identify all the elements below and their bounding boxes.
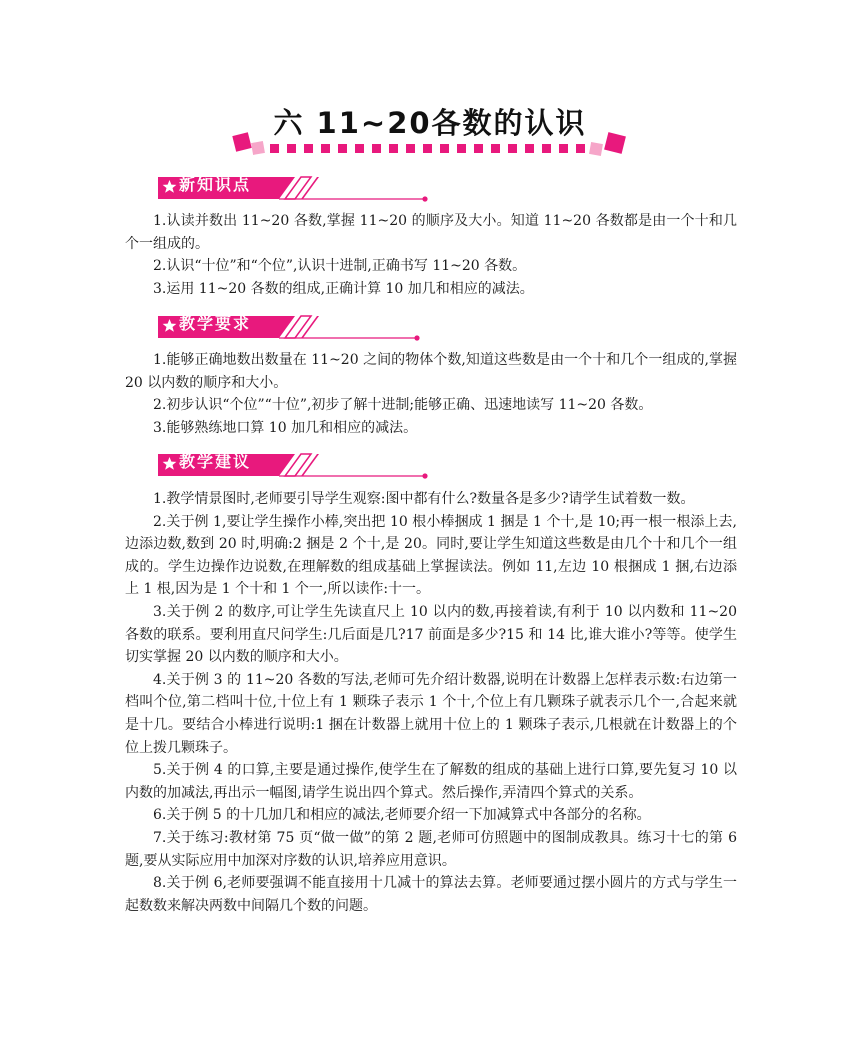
section-header-new-knowledge	[155, 174, 430, 206]
title-decoration	[228, 131, 632, 163]
star-icon	[162, 318, 177, 333]
paragraph: 5.关于例 4 的口算,主要是通过操作,使学生在了解数的组成的基础上进行口算,要先复习 10 以内数的加减法,再出示一幅图,请学生说出四个算式。然后操作,弄清四个算式的关系。	[125, 762, 737, 801]
section-header-teaching-suggestions	[155, 451, 430, 483]
paragraph: 4.关于例 3 的 11~20 各数的写法,老师可先介绍计数器,说明在计数器上怎样表示数:右边第一档叫个位,第二档叫十位,十位上有 1 颗珠子表示 1 个十,个位上有几颗珠子就表示几个一,合起来就是十几。要结合小棒进行说明:1 捆在计数器上就用十位上的 1 颗珠子表示,几根就在计数器上的个位上拨几颗珠子。	[125, 671, 737, 756]
page-title: 六 11~20各数的认识	[273, 106, 587, 140]
paragraph: 3.能够熟练地口算 10 加几和相应的减法。	[153, 419, 418, 436]
section-body-new-knowledge	[125, 210, 737, 300]
paragraph: 7.关于练习:教材第 75 页“做一做”的第 2 题,老师可仿照题中的图制成教具。练习十七的第 6 题,要从实际应用中加深对序数的认识,培养应用意识。	[125, 829, 737, 869]
star-icon	[162, 179, 177, 194]
paragraph: 1.认读并数出 11~20 各数,掌握 11~20 的顺序及大小。知道 11~20 各数都是由一个十和几个一组成的。	[125, 213, 737, 252]
section-heading: 教学建议	[179, 452, 252, 471]
paragraph: 2.初步认识“个位”“十位”,初步了解十进制;能够正确、迅速地读写 11~20 各数。	[153, 397, 653, 414]
paragraph: 3.运用 11~20 各数的组成,正确计算 10 加几和相应的减法。	[153, 280, 534, 297]
paragraph: 1.能够正确地数出数量在 11~20 之间的物体个数,知道这些数是由一个十和几个一组成的,掌握 20 以内数的顺序和大小。	[125, 352, 737, 391]
paragraph: 2.关于例 1,要让学生操作小棒,突出把 10 根小棒捆成 1 捆是 1 个十,是 10;再一根一根添上去,边添边数,数到 20 时,明确:2 捆是 2 个十,是 20。同时,要让学生知道这些数是由几个十和几个一组成的。学生边操作边说数,在理解数的组成基础上掌握读法。例如 11,左边 10 根捆成 1 捆,右边添上 1 根,因为是 1 个十和 1 个一,所以读作:十一。	[125, 513, 737, 598]
paragraph: 1.教学情景图时,老师要引导学生观察:图中都有什么?数量各是多少?请学生试着数一数。	[153, 491, 695, 507]
section-body-teaching-suggestions	[125, 488, 737, 917]
star-icon	[162, 456, 177, 471]
paragraph: 2.认识“十位”和“个位”,认识十进制,正确书写 11~20 各数。	[153, 258, 527, 275]
paragraph: 8.关于例 6,老师要强调不能直接用十几减十的算法去算。老师要通过摆小圆片的方式与学生一起数数来解决两数中间隔几个数的问题。	[125, 875, 737, 914]
section-body-teaching-requirements	[125, 349, 737, 439]
section-header-teaching-requirements	[155, 313, 430, 345]
paragraph: 3.关于例 2 的数序,可让学生先读直尺上 10 以内的数,再接着读,有利于 10 以内数和 11~20 各数的联系。要利用直尺问学生:几后面是几?17 前面是多少?15 和 14 比,谁大谁小?等等。使学生切实掌握 20 以内数的顺序和大小。	[125, 603, 737, 666]
section-heading: 教学要求	[179, 314, 252, 333]
section-heading: 新知识点	[179, 175, 252, 194]
paragraph: 6.关于例 5 的十几加几和相应的减法,老师要介绍一下加减算式中各部分的名称。	[153, 807, 651, 824]
